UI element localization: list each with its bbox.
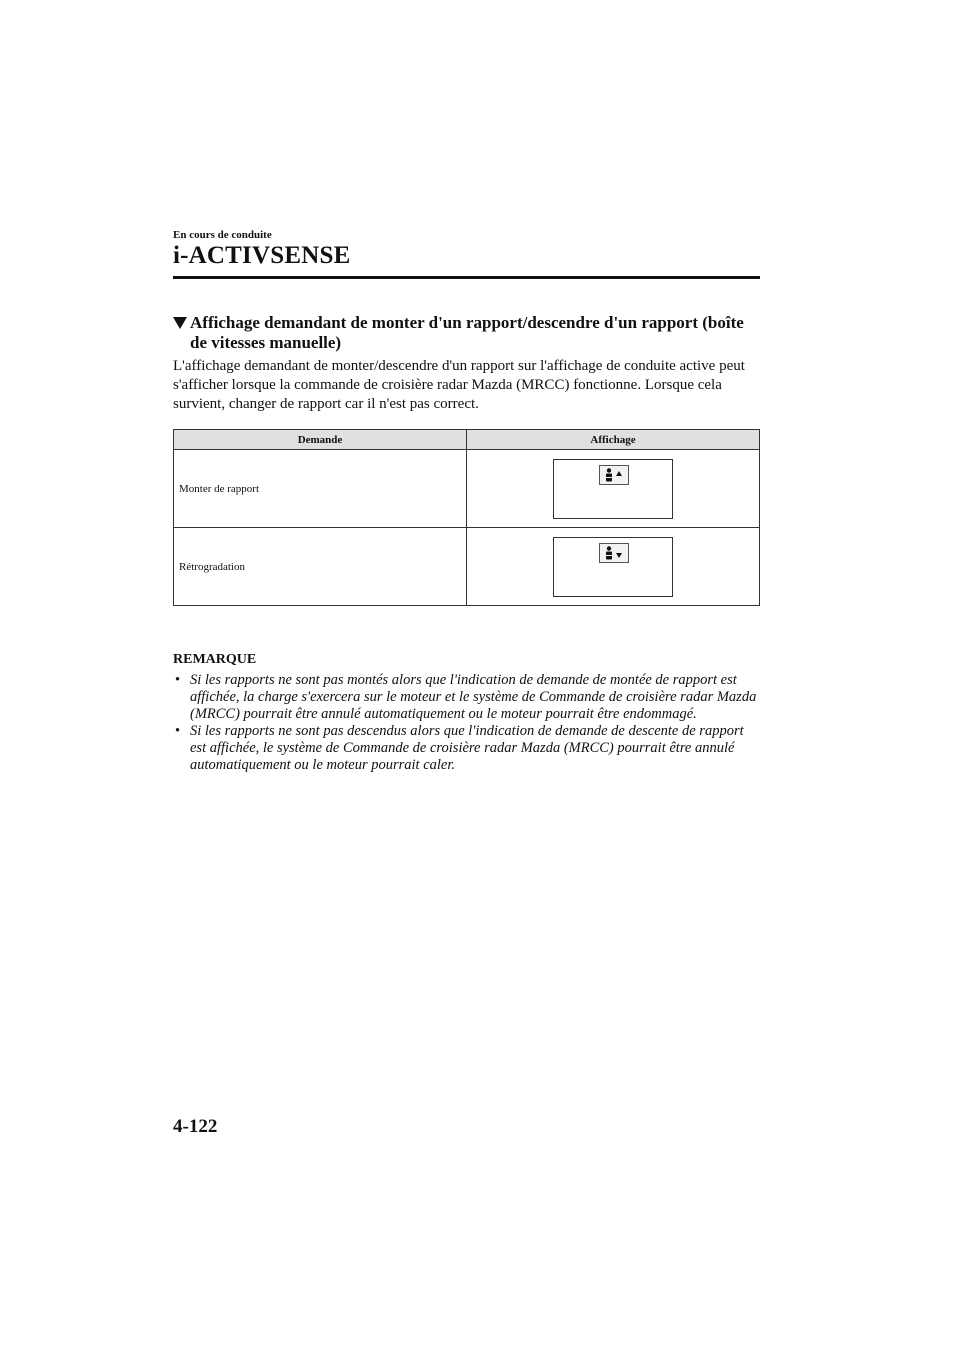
triangle-bullet-icon: [173, 317, 187, 329]
shift-up-indicator-icon: [599, 465, 629, 485]
display-frame: [553, 537, 673, 597]
table-header-row: [174, 430, 760, 450]
shift-down-indicator-icon: [599, 543, 629, 563]
display-frame: [553, 459, 673, 519]
page-number: 4-122: [173, 1116, 218, 1137]
bullet-icon: •: [175, 672, 181, 688]
column-header-affichage: Affichage: [467, 430, 760, 450]
table-row: [174, 450, 760, 528]
intro-paragraph: L'affichage demandant de monter/descendre d'un rapport sur l'affichage de conduite active peut s'afficher lorsque la commande de croisière radar Mazda (MRCC) fonctionne. Lorsque cela survient, changer de rapport car il n'est pas correct.: [173, 358, 745, 412]
remark-text: Si les rapports ne sont pas descendus alors que l'indication de demande de descente de rapport est affichée, le système de Commande de croisière radar Mazda (MRCC) pourrait être annulé automatiquement ou le moteur pourrait caler.: [190, 723, 744, 773]
shift-indication-table: [173, 429, 760, 606]
remark-text: Si les rapports ne sont pas montés alors que l'indication de demande de montée de rapport est affichée, la charge s'exercera sur le moteur et le système de Commande de croisière radar Mazda (MRCC) pourrait être annulé automatiquement ou le moteur pourrait être endommagé.: [190, 672, 757, 722]
remark-title: REMARQUE: [173, 652, 257, 667]
display-cell-downshift: [467, 528, 760, 606]
column-header-demande: Demande: [174, 430, 467, 450]
header-rule: [173, 276, 760, 279]
list-item: [173, 723, 763, 774]
subsection-heading-text: Affichage demandant de monter d'un rapport/descendre d'un rapport (boîte de vitesses manuelle): [190, 313, 744, 352]
remark-list: [173, 672, 763, 774]
bullet-icon: •: [175, 723, 181, 739]
section-title: i-ACTIVSENSE: [173, 242, 351, 269]
list-item: [173, 672, 763, 723]
chapter-label: En cours de conduite: [173, 229, 272, 241]
table-row: [174, 528, 760, 606]
display-cell-upshift: [467, 450, 760, 528]
row-label-downshift: Rétrogradation: [174, 528, 467, 606]
row-label-upshift: Monter de rapport: [174, 450, 467, 528]
